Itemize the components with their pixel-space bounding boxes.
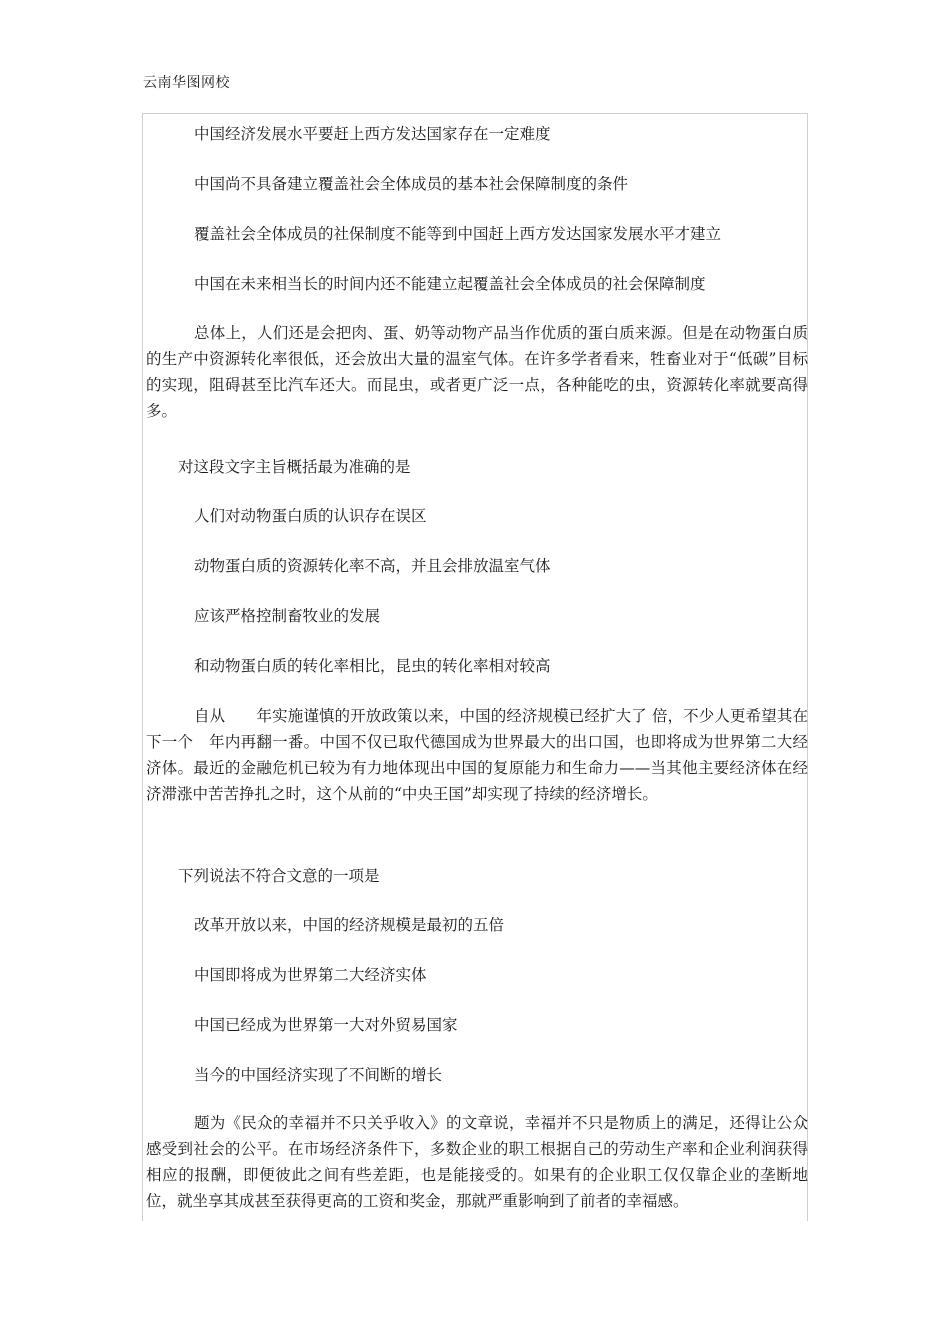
q3-option-b: 中国即将成为世界第二大经济实体 [194, 966, 427, 984]
q2-option-d: 和动物蛋白质的转化率相比，昆虫的转化率相对较高 [194, 657, 551, 675]
q1-option-a: 中国经济发展水平要赶上西方发达国家存在一定难度 [194, 125, 551, 143]
q2-option-a: 人们对动物蛋白质的认识存在误区 [194, 507, 427, 525]
question-3: 下列说法不符合文意的一项是 [178, 867, 380, 885]
q1-option-b: 中国尚不具备建立覆盖社会全体成员的基本社会保障制度的条件 [194, 175, 629, 193]
passage-3: 自从 年实施谨慎的开放政策以来，中国的经济规模已经扩大了 倍，不少人更希望其在下一个 年内再翻一番。中国不仅已取代德国成为世界最大的出口国，也即将成为世界第二大经济体。最近的金融危机已较为有力地体现出中国的复原能力和生命力——当其他主要经济体在经济滞涨中苦苦挣扎之时，这个从前的“中央王国”却实现了持续的经济增长。 [146, 707, 808, 803]
passage-4: 题为《民众的幸福并不只关乎收入》的文章说，幸福并不只是物质上的满足，还得让公众感受到社会的公平。在市场经济条件下，多数企业的职工根据自己的劳动生产率和企业利润获得相应的报酬，即便彼此之间有些差距，也是能接受的。如果有的企业职工仅仅靠企业的垄断地位，就坐享其成甚至获得更高的工资和奖金，那就严重影响到了前者的幸福感。 [146, 1114, 808, 1210]
question-2: 对这段文字主旨概括最为准确的是 [178, 458, 411, 476]
q2-option-b: 动物蛋白质的资源转化率不高，并且会排放温室气体 [194, 557, 551, 575]
q3-option-d: 当今的中国经济实现了不间断的增长 [194, 1066, 443, 1084]
q1-option-d: 中国在未来相当长的时间内还不能建立起覆盖社会全体成员的社会保障制度 [194, 275, 706, 293]
passage-2: 总体上，人们还是会把肉、蛋、奶等动物产品当作优质的蛋白质来源。但是在动物蛋白质的生产中资源转化率很低，还会放出大量的温室气体。在许多学者看来，牲畜业对于“低碳”目标的实现，阻碍甚至比汽车还大。而昆虫，或者更广泛一点，各种能吃的虫，资源转化率就要高得多。 [146, 324, 808, 420]
q1-option-c: 覆盖社会全体成员的社保制度不能等到中国赶上西方发达国家发展水平才建立 [194, 225, 722, 243]
q2-option-c: 应该严格控制畜牧业的发展 [194, 607, 381, 625]
q3-option-a: 改革开放以来，中国的经济规模是最初的五倍 [194, 916, 505, 934]
q3-option-c: 中国已经成为世界第一大对外贸易国家 [194, 1016, 458, 1034]
page-header: 云南华图网校 [143, 75, 230, 91]
